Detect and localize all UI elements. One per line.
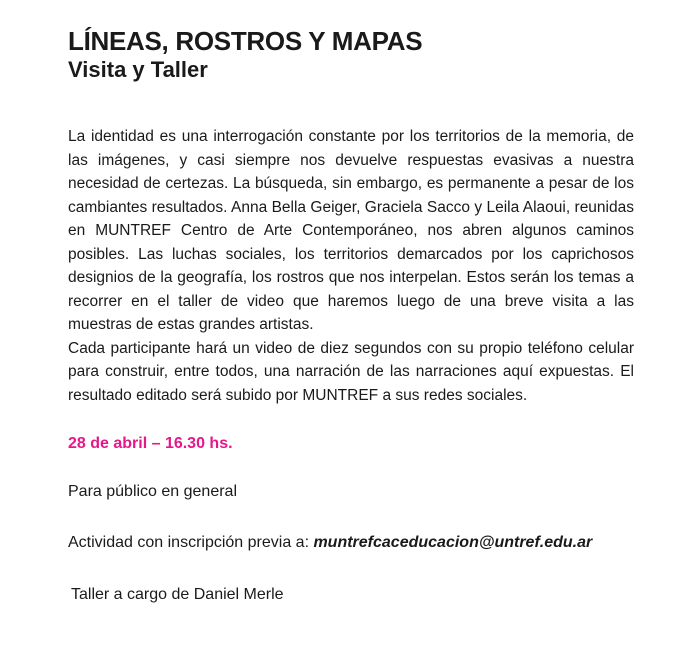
registration-label: Actividad con inscripción previa a: <box>68 534 314 551</box>
audience-text: Para público en general <box>68 483 238 500</box>
event-date: 28 de abril – 16.30 hs. <box>68 435 233 452</box>
registration-email: muntrefcaceducacion@untref.edu.ar <box>313 534 593 551</box>
page-title: LÍNEAS, ROSTROS Y MAPAS <box>68 26 423 56</box>
description-paragraph-1: La identidad es una interrogación constante por los territorios de la memoria, de las imágenes, y casi siempre nos devuelve respuestas evasivas a nuestra necesidad de certezas. La búsqueda, sin embargo, es permanente a pesar de los cambiantes resultados. Anna Bella Geiger, Graciela Sacco y Leila Alaoui, reunidas en MUNTREF Centro de Arte Contemporáneo, nos abren algunos caminos posibles. Las luchas sociales, los territorios demarcados por los caprichosos designios de la geografía, los rostros que nos interpelan. Estos serán los temas a recorrer en el taller de video que haremos luego de una breve visita a las muestras de estas grandes artistas. <box>68 128 634 333</box>
registration-info <box>68 532 634 554</box>
instructor-text: Taller a cargo de Daniel Merle <box>71 586 284 603</box>
page-subtitle: Visita y Taller <box>68 57 208 82</box>
description <box>68 125 634 407</box>
description-paragraph-2: Cada participante hará un video de diez segundos con su propio teléfono celular para construir, entre todos, una narración de las narraciones aquí expuestas. El resultado editado será subido por MUNTREF a sus redes sociales. <box>68 339 634 404</box>
event-page <box>68 26 634 606</box>
